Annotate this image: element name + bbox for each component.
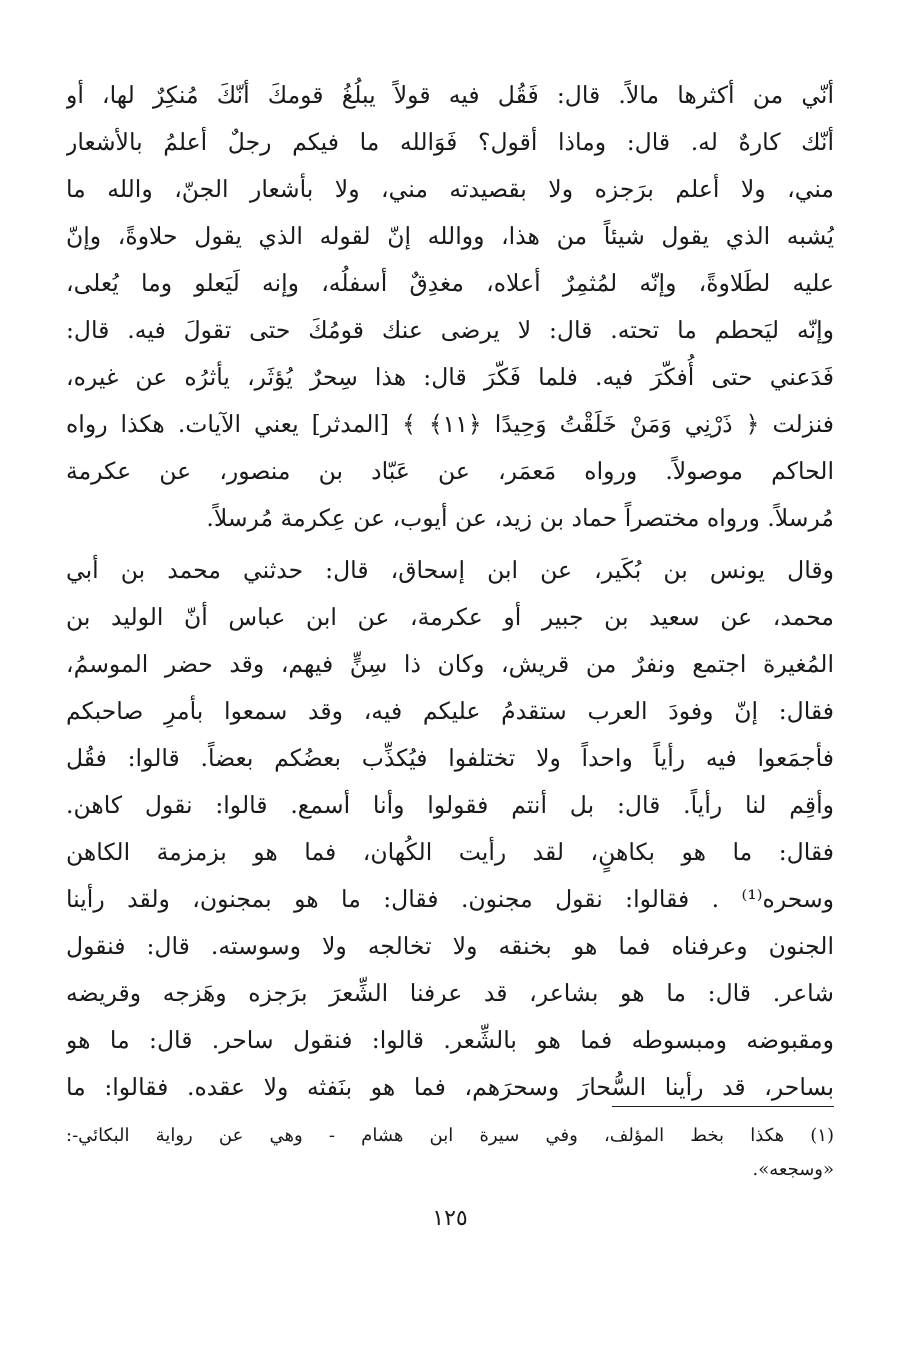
text-line: وإنّه ليَحطم ما تحته. قال: لا يرضى عنك قومُكَ حتى تقولَ فيه. قال: [66,316,834,344]
text-line: مني، ولا أعلم برَجزه ولا بقصيدته مني، ولا بأشعار الجنّ، والله ما [66,175,834,203]
footnote-divider [612,1106,834,1107]
text-line: شاعر. قال: ما هو بشاعر، قد عرفنا الشِّعرَ برَجزه وهَزجه وقريضه [66,979,834,1007]
text-line: أنّي من أكثرها مالاً. قال: فَقُل فيه قولاً يبلُغُ قومكَ أنّكَ مُنكِرٌ لها، أو [66,81,834,109]
text-line: فقال: إنّ وفودَ العرب ستقدمُ عليكم فيه، وقد سمعوا بأمرِ صاحبكم [66,697,834,725]
text-line: فقال: ما هو بكاهنٍ، لقد رأيت الكُهان، فما هو بزمزمة الكاهن [66,838,834,866]
footnote [66,1119,834,1187]
text-line: بساحر، قد رأينا السُّحارَ وسحرَهم، فما هو بنَفثه ولا عقده. فقالوا: ما [66,1073,834,1101]
footnote-line: (١) هكذا بخط المؤلف، وفي سيرة ابن هشام - وهي عن رواية البكائي-: [66,1125,834,1146]
text-line: الحاكم موصولاً. ورواه مَعمَر، عن عَبّاد بن منصور، عن عكرمة [66,457,834,485]
text-line: فنزلت ﴿ ذَرْنِي وَمَنْ خَلَقْتُ وَحِيدًا ﴿١١﴾ ﴾ [المدثر] يعني الآيات. هكذا رواه [66,410,834,438]
text-line: الجنون وعرفناه فما هو بخنقه ولا تخالجه ولا وسوسته. قال: فنقول [66,932,834,960]
text-line: وقال يونس بن بُكَير، عن ابن إسحاق، قال: حدثني محمد بن أبي [66,556,834,584]
text-line: فأجمَعوا فيه رأياً واحداً ولا تختلفوا فيُكذِّب بعضُكم بعضاً. قالوا: فقُل [66,744,834,772]
footnote-line: «وسجعه». [752,1159,834,1180]
text-line: عليه لطَلاوةً، وإنّه لمُثمِرٌ أعلاه، مغدِقٌ أسفلُه، وإنه لَيَعلو وما يُعلى، [66,269,834,297]
text-line: مُرسلاً. ورواه مختصراً حماد بن زيد، عن أيوب، عن عِكرمة مُرسلاً. [206,504,834,532]
text-line: وسحره⁽¹⁾ . فقالوا: نقول مجنون. فقال: ما هو بمجنون، ولقد رأينا [66,885,834,913]
paragraph-1 [66,72,834,542]
text-line: فَدَعني حتى أُفكّرَ فيه. فلما فَكّرَ قال: هذا سِحرٌ يُؤثَر، يأثرُه عن غيره، [66,363,834,391]
page-number: ١٢٥ [432,1206,468,1231]
text-line: المُغيرة اجتمع ونفرٌ من قريش، وكان ذا سِنٍّ فيهم، وقد حضر الموسمُ، [66,650,834,678]
text-line: ومقبوضه ومبسوطه فما هو بالشِّعر. قالوا: فنقول ساحر. قال: ما هو [66,1026,834,1054]
text-line: محمد، عن سعيد بن جبير أو عكرمة، عن ابن عباس أنّ الوليد بن [66,603,834,631]
text-line: أنّك كارهٌ له. قال: وماذا أقول؟ فَوَالله ما فيكم رجلٌ أعلمُ بالأشعار [66,128,834,156]
text-line: يُشبه الذي يقول شيئاً من هذا، ووالله إنّ لقوله الذي يقول حلاوةً، وإنّ [66,222,834,250]
text-line: وأقِم لنا رأياً. قال: بل أنتم فقولوا وأنا أسمع. قالوا: نقول كاهن. [66,791,834,819]
paragraph-2 [66,547,834,1111]
